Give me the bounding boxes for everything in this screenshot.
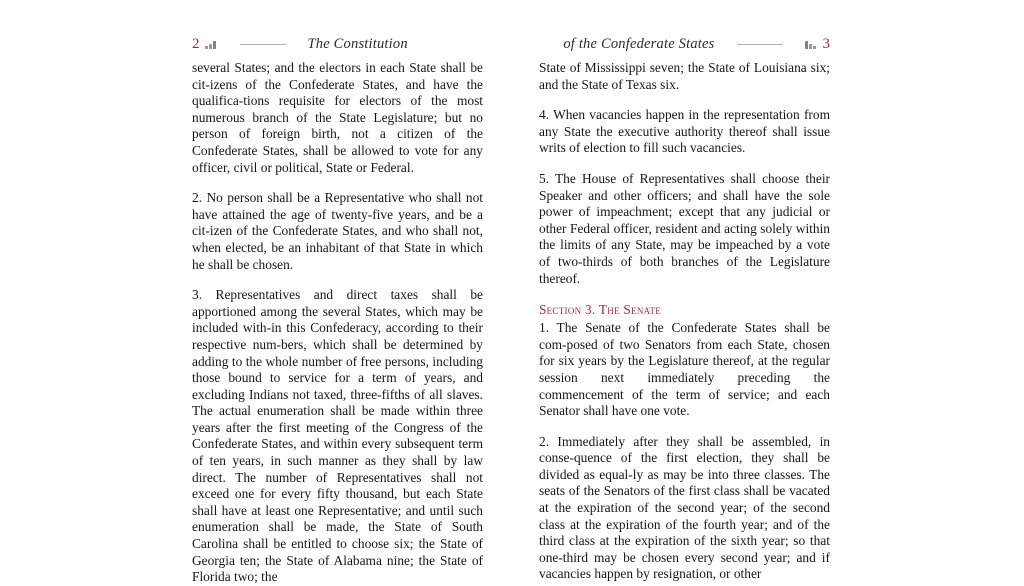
running-head-title-right: of the Confederate States: [563, 35, 715, 52]
running-head-right: [511, 36, 830, 53]
paragraph: 4. When vacancies happen in the representation from any State the executive authority thereof shall issue writs of election to fill such vacancies.: [539, 107, 830, 156]
section-heading: Section 3. The Senate: [539, 302, 662, 318]
paragraph: 3. Representatives and direct taxes shall be apportioned among the several States, which may be included with‑in this Confederacy, according to their respective num‑bers, which shall be determined by adding to the whole number of free persons, including those bound to service for a term of years, and excluding Indians not taxed, three-fifths of all slaves. The actual enumeration shall be made within three years after the first meeting of the Congress of the Confederate States, and within every subsequent term of ten years, in such manner as they shall by law direct. The number of Representatives shall not exceed one for every fifty thousand, but each State shall have at least one Representative; and until such enumeration shall be made, the State of South Carolina shall be entitled to choose six; the State of Georgia ten; the State of Alabama nine; the State of Florida two; the: [192, 287, 483, 585]
paragraph: 2. Immediately after they shall be assembled, in conse‑quence of the first election, they shall be divided as equal‑ly as may be into three classes. The seats of the Senators of the first class shall be vacated at the expiration of the second year; of the second class at the expiration of the fourth year; and of the third class at the expiration of the sixth year; so that one-third may be chosen every second year; and if vacancies happen by resignation, or other: [539, 433, 830, 582]
horizontal-rule-icon: [737, 44, 783, 45]
left-column: [192, 60, 483, 585]
page-number-left: 2: [192, 35, 200, 52]
stair-ornament-icon: [205, 40, 218, 49]
stair-ornament-mirrored-icon: [805, 40, 818, 49]
running-head-title-left: The Constitution: [307, 35, 408, 52]
running-head: [192, 33, 830, 55]
right-column: [539, 60, 830, 582]
page-number-right: 3: [822, 35, 830, 52]
paragraph: 5. The House of Representatives shall choose their Speaker and other officers; and shall have the sole power of impeachment; except that any judicial or other Federal officer, resident and acting solely within the limits of any State, may be impeached by a vote of two-thirds of both branches of the Legislature thereof.: [539, 170, 830, 286]
paragraph: State of Mississippi seven; the State of Louisiana six; and the State of Texas six.: [539, 60, 830, 92]
paragraph: several States; and the electors in each State shall be cit‑izens of the Confederate States, and have the qualifica‑tions requisite for electors of the most numerous branch of the State Legislature; but no person of foreign birth, not a citizen of the Confederate States, shall be allowed to vote for any officer, civil or political, State or Federal.: [192, 60, 483, 175]
horizontal-rule-icon: [240, 44, 286, 45]
running-head-left: [192, 36, 511, 53]
body-columns: [192, 60, 830, 585]
paragraph: 1. The Senate of the Confederate States shall be com‑posed of two Senators from each State, chosen for six years by the Legislature thereof, at the regular session next immediately preceding the commencement of the term of service; and each Senator shall have one vote.: [539, 320, 830, 419]
paragraph: 2. No person shall be a Representative who shall not have attained the age of twenty-five years, and be a cit‑izen of the Confederate States, and who shall not, when elected, be an inhabitant of that State in which he shall be chosen.: [192, 190, 483, 272]
